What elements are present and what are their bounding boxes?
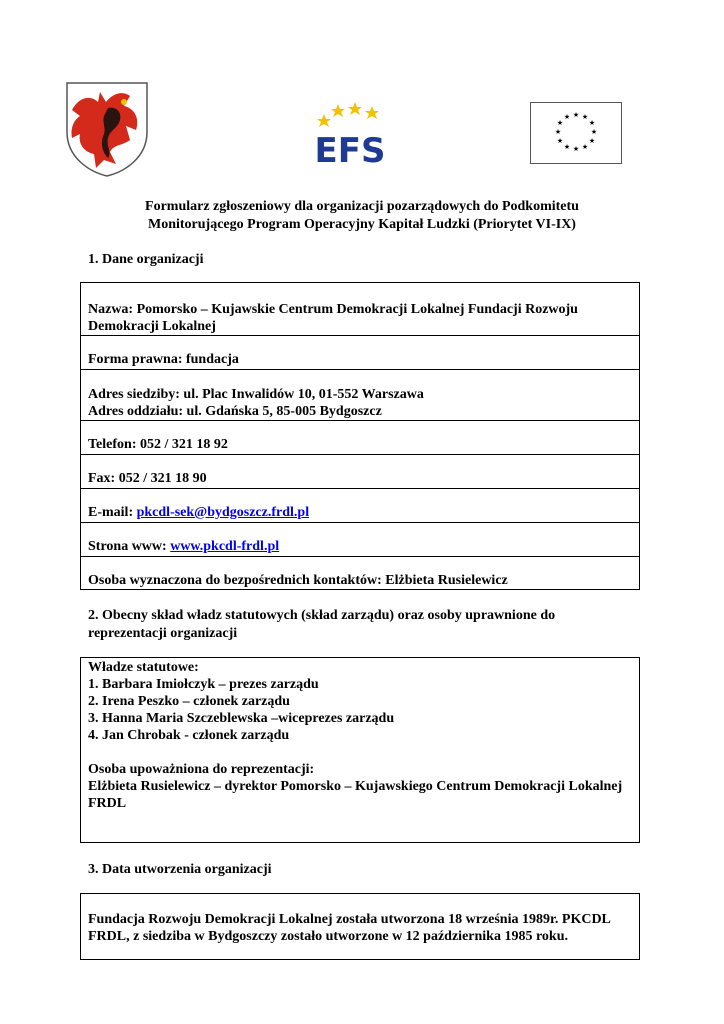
efs-stars-icon: [300, 100, 400, 170]
form-title: [40, 198, 684, 234]
email-field: [88, 504, 633, 521]
telefon-field: Telefon: 052 / 321 18 92: [88, 437, 228, 452]
section-2-heading: [88, 607, 555, 643]
svg-text:★: ★: [563, 143, 571, 151]
board-members-box: [80, 657, 640, 843]
svg-text:★: ★: [590, 128, 598, 136]
coat-of-arms-icon: [64, 80, 150, 178]
adres-siedziby: Adres siedziby: ul. Plac Inwalidów 10, 01-552 Warszawa: [88, 387, 424, 402]
svg-text:★: ★: [588, 119, 596, 127]
svg-text:★: ★: [556, 137, 564, 145]
forma-prawna-field: Forma prawna: fundacja: [88, 352, 239, 367]
svg-text:★: ★: [563, 113, 571, 121]
svg-text:★: ★: [572, 111, 580, 119]
adres-field: [88, 386, 633, 420]
section-2-heading-line-2: reprezentacji organizacji: [88, 626, 238, 641]
creation-date-box: [80, 893, 640, 960]
coat-of-arms-logo: [64, 80, 150, 178]
section-2-heading-line-1: 2. Obecny skład władz statutowych (skład zarządu) oraz osoby uprawnione do: [88, 608, 556, 623]
svg-text:★: ★: [554, 128, 562, 136]
email-label: E-mail:: [88, 505, 134, 520]
efs-text: EFS: [314, 131, 386, 170]
board-member: 3. Hanna Maria Szczeblewska –wiceprezes zarządu: [88, 711, 395, 726]
eu-flag-icon: [530, 102, 622, 164]
section-1-heading: 1. Dane organizacji: [88, 252, 204, 267]
svg-text:★: ★: [556, 119, 564, 127]
www-label: Strona www:: [88, 539, 167, 554]
organization-data-table: [80, 282, 640, 590]
contact-person-field: Osoba wyznaczona do bezpośrednich kontaktów: Elżbieta Rusielewicz: [88, 573, 508, 588]
creation-date-text: Fundacja Rozwoju Demokracji Lokalnej została utworzona 18 września 1989r. PKCDL FRDL, z siedziba w Bydgoszczy zostało utworzone w 12 października 1985 roku.: [88, 912, 611, 944]
email-link[interactable]: pkcdl-sek@bydgoszcz.frdl.pl: [136, 505, 310, 520]
svg-text:★: ★: [581, 143, 589, 151]
www-field: [88, 538, 633, 555]
representative-text: Elżbieta Rusielewicz – dyrektor Pomorsko – Kujawskiego Centrum Demokracji Lokalnej FRDL: [88, 779, 623, 811]
title-line-2: Monitorującego Program Operacyjny Kapitał Ludzki (Priorytet VI-IX): [148, 217, 576, 232]
board-member: 4. Jan Chrobak - członek zarządu: [88, 728, 290, 743]
representative-label: Osoba upoważniona do reprezentacji:: [88, 762, 315, 777]
eu-flag-logo: [530, 102, 622, 164]
nazwa-field: Nazwa: Pomorsko – Kujawskie Centrum Demokracji Lokalnej Fundacji Rozwoju Demokracji Lokalnej: [88, 302, 578, 334]
svg-text:★: ★: [581, 113, 589, 121]
board-member: 1. Barbara Imiołczyk – prezes zarządu: [88, 677, 319, 692]
section-3-heading: 3. Data utworzenia organizacji: [88, 862, 272, 877]
svg-text:★: ★: [572, 145, 580, 153]
svg-text:★: ★: [588, 137, 596, 145]
title-line-1: Formularz zgłoszeniowy dla organizacji pozarządowych do Podkomitetu: [145, 199, 579, 214]
fax-field: Fax: 052 / 321 18 90: [88, 471, 207, 486]
adres-oddzialu: Adres oddziału: ul. Gdańska 5, 85-005 Bydgoszcz: [88, 404, 382, 419]
www-link[interactable]: www.pkcdl-frdl.pl: [170, 539, 280, 554]
efs-logo: [300, 100, 400, 170]
board-member: 2. Irena Peszko – członek zarządu: [88, 694, 290, 709]
wladze-label: Władze statutowe:: [88, 660, 199, 675]
